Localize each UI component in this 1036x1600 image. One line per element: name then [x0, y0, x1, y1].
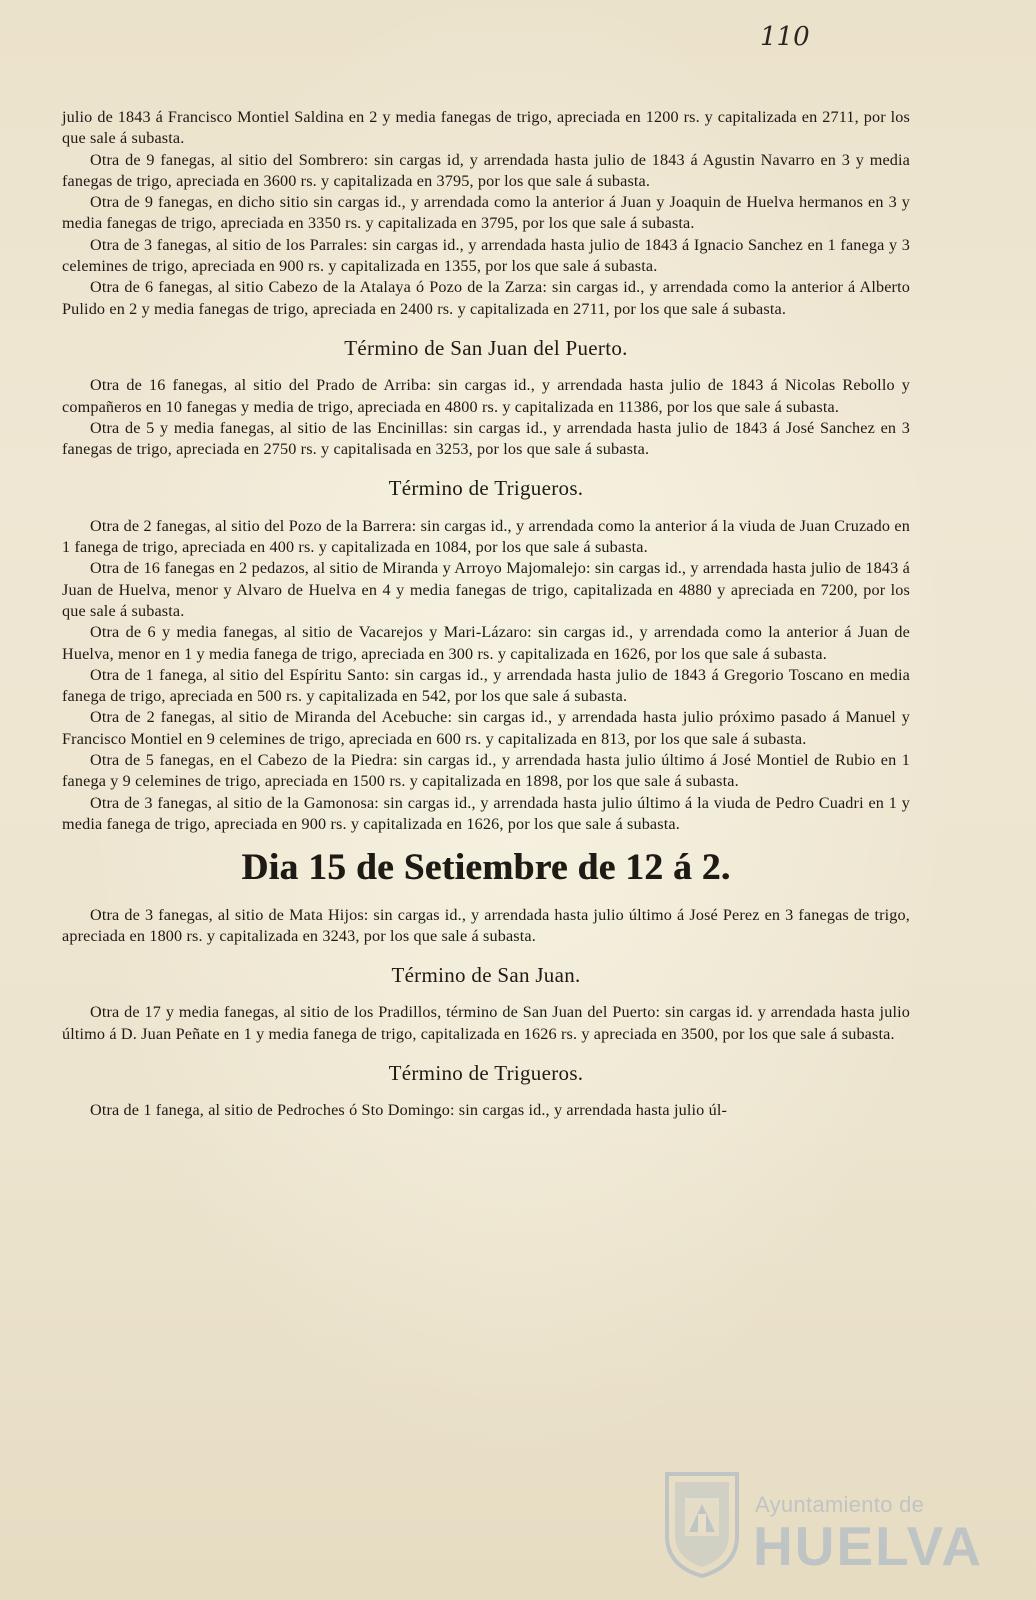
paragraph: Otra de 5 y media fanegas, al sitio de las Encinillas: sin cargas id., y arrendada hasta julio de 1843 á José Sanchez en 3 fanegas de trigo, apreciada en 2750 rs. y capitalisada en 3253, por los que sale á subasta.	[62, 418, 910, 459]
paragraph: Otra de 2 fanegas, al sitio de Miranda del Acebuche: sin cargas id., y arrendada hasta julio próximo pasado á Manuel y Francisco Montiel en 9 celemines de trigo, apreciada en 600 rs. y capitalizada en 813, por los que sale á subasta.	[62, 708, 910, 748]
paragraph: Otra de 3 fanegas, al sitio de la Gamonosa: sin cargas id., y arrendada hasta julio último á la viuda de Pedro Cuadri en 1 y media fanega de trigo, apreciada en 900 rs. y capitalizada en 1626, por los que sale á subasta.	[62, 793, 910, 833]
folio-number: 110	[760, 22, 810, 52]
paragraph: julio de 1843 á Francisco Montiel Saldina en 2 y media fanegas de trigo, apreciada en 1200 rs. y capitalizada en 2711, por los que sale á subasta.	[62, 108, 910, 148]
paragraph: Otra de 9 fanegas, al sitio del Sombrero: sin cargas id, y arrendada hasta julio de 1843 á Agustin Navarro en 3 y media fanegas de trigo, apreciada en 3600 rs. y capitalizada en 3795, por los que sale á subasta.	[62, 150, 910, 190]
paragraph: Otra de 16 fanegas, al sitio del Prado de Arriba: sin cargas id., y arrendada hasta julio de 1843 á Nicolas Rebollo y compañeros en 10 fanegas y media de trigo, apreciada en 4800 rs. y capitalizada en 11386, por los que sale á subasta.	[62, 376, 910, 416]
section-heading-san-juan: Término de San Juan.	[391, 963, 581, 988]
paragraph: Otra de 6 fanegas, al sitio Cabezo de la Atalaya ó Pozo de la Zarza: sin cargas id., y arrendada como la anterior á Alberto Pulido en 2 y media fanegas de trigo, apreciada en 2400 rs. y capitalizada en 2711, por los que sale á subasta.	[62, 278, 910, 318]
paragraph: Otra de 5 fanegas, en el Cabezo de la Piedra: sin cargas id., y arrendada hasta julio último á José Montiel de Rubio en 1 fanega y 9 celemines de trigo, apreciada en 1500 rs. y capitalizada en 1898, por los que sale á subasta.	[62, 751, 910, 791]
section-heading-san-juan-del-puerto: Término de San Juan del Puerto.	[344, 335, 628, 360]
paragraph: Otra de 3 fanegas, al sitio de los Parrales: sin cargas id., y arrendada hasta julio de 1843 á Ignacio Sanchez en 1 fanega y 3 celemines de trigo, apreciada en 900 rs. y capitalizada en 1355, por los que sale á subasta.	[62, 235, 910, 276]
paragraph: Otra de 6 y media fanegas, al sitio de Vacarejos y Mari-Lázaro: sin cargas id., y arrendada como la anterior á Juan de Huelva, menor en 1 y media fanega de trigo, apreciada en 300 rs. y capitalizada en 1626, por los que sale á subasta.	[62, 623, 910, 663]
watermark-line1: Ayuntamiento de	[755, 1492, 925, 1517]
section-heading-trigueros: Término de Trigueros.	[388, 476, 584, 501]
paragraph: Otra de 2 fanegas, al sitio del Pozo de la Barrera: sin cargas id., y arrendada como la anterior á la viuda de Juan Cruzado en 1 fanega de trigo, apreciada en 400 rs. y capitalizada en 1084, por los que sale á subasta.	[62, 516, 910, 557]
watermark-line2: HUELVA	[753, 1515, 983, 1577]
paragraph: Otra de 3 fanegas, al sitio de Mata Hijos: sin cargas id., y arrendada hasta julio último á José Perez en 3 fanegas de trigo, apreciada en 1800 rs. y capitalizada en 3243, por los que sale á subasta.	[62, 905, 910, 945]
paragraph: Otra de 1 fanega, al sitio de Pedroches ó Sto Domingo: sin cargas id., y arrendada hasta julio úl-	[90, 1101, 728, 1120]
paragraph: Otra de 9 fanegas, en dicho sitio sin cargas id., y arrendada como la anterior á Juan y Joaquin de Huelva hermanos en 3 y media fanegas de trigo, apreciada en 3350 rs. y capitalizada en 3795, por los que sale á subasta.	[62, 193, 910, 233]
ayuntamiento-huelva-watermark	[663, 1470, 993, 1585]
section-heading-trigueros-2: Término de Trigueros.	[388, 1060, 584, 1085]
day-heading: Dia 15 de Setiembre de 12 á 2.	[241, 847, 731, 889]
paragraph: Otra de 17 y media fanegas, al sitio de los Pradillos, término de San Juan del Puerto: sin cargas id. y arrendada hasta julio último á D. Juan Peñate en 1 y media fanega de trigo, capitalizada en 1626 rs. y apreciada en 3500, por los que sale á subasta.	[62, 1003, 910, 1043]
coat-of-arms-icon	[663, 1470, 741, 1578]
document-body	[62, 107, 910, 1122]
paragraph: Otra de 16 fanegas en 2 pedazos, al sitio de Miranda y Arroyo Majomalejo: sin cargas id., y arrendada hasta julio de 1843 á Juan de Huelva, menor y Alvaro de Huelva en 4 y media fanegas de trigo, capitalizada en 4880 y apreciada en 7200, por los que sale á subasta.	[62, 559, 910, 620]
paragraph: Otra de 1 fanega, al sitio del Espíritu Santo: sin cargas id., y arrendada hasta julio de 1843 á Gregorio Toscano en media fanega de trigo, apreciada en 500 rs. y capitalizada en 542, por los que sale á subasta.	[62, 665, 910, 706]
